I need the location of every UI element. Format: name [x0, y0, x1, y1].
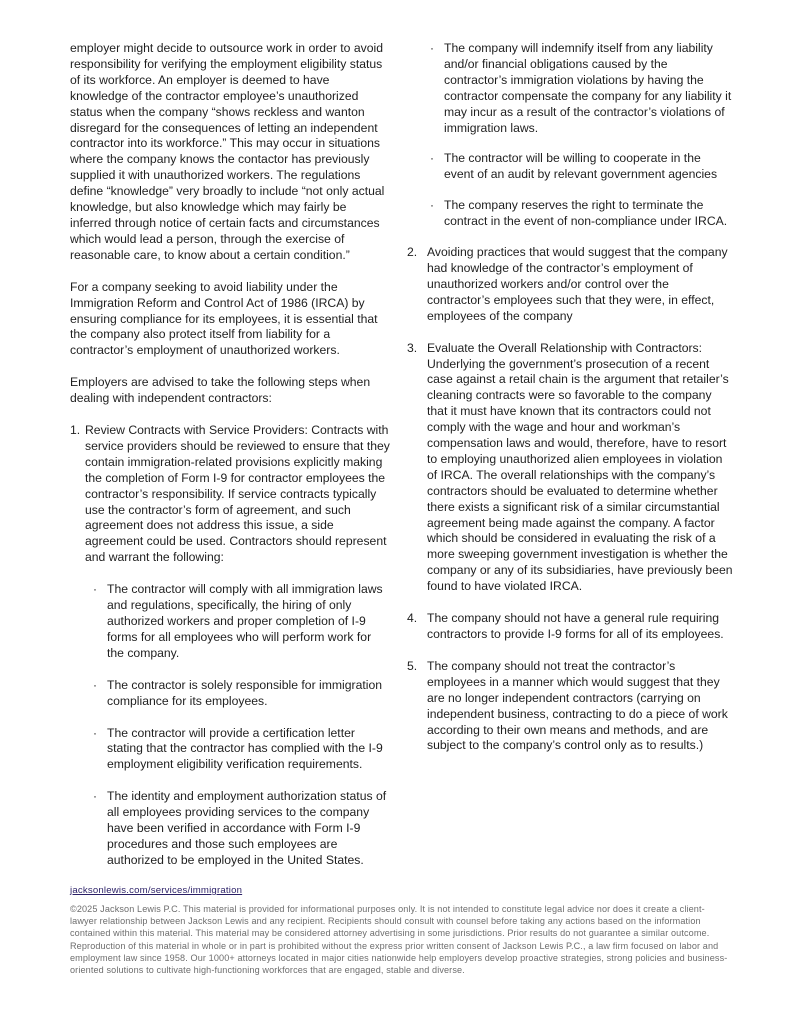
- bullet-text: The contractor will provide a certification letter stating that the contractor has complied with the I-9 employment eligibility verification requirements.: [107, 725, 383, 772]
- bullet-item: [93, 789, 390, 869]
- bullet-icon: ·: [430, 151, 434, 166]
- step-number: 2.: [407, 245, 418, 260]
- services-link[interactable]: jacksonlewis.com/services/immigration: [70, 885, 243, 896]
- intro-paragraph: employer might decide to outsource work in order to avoid responsibility for verifying the employment eligibility status of its workforce. An employer is deemed to have knowledge of the contractor employee’s unauthorized status when the company “shows reckless and wanton disregard for the consequences of letting an independent contractor into its workforce.” This may occur in situations where the company knows the contactor has previously supplied it with unauthorized workers. The regulations define “knowledge” very broadly to include “not only actual knowledge, but also knowledge which may fairly be inferred through notice of certain facts and circumstances which would lead a person, through the exercise of reasonable care, to know about a certain condition.”: [70, 41, 385, 262]
- warranty-bullet-list: [85, 582, 390, 869]
- bullet-item: [430, 198, 733, 230]
- bullet-text: The identity and employment authorization status of all employees providing services to the company have been verified in accordance with Form I-9 procedures and those such employees are authorized to be employed in the United States.: [107, 789, 387, 867]
- bullet-item: [93, 725, 390, 774]
- step-text: Evaluate the Overall Relationship with Contractors: Underlying the government’s prosecution of a recent case against a retail chain is the argument that retailer’s cleaning contracts were so favorable to the company that it must have known that its contractors could not comply with the wage and hour and workman’s compensation laws and would, therefore, have to resort to employing unauthorized alien employees in violation of IRCA. The overall relationships with the company’s contractors should be evaluated to determine whether there exists a significant risk of a similar circumstantial agreement being made against the company. A factor which should be considered in evaluating the risk of a more sweeping government investigation is whether the company or any of its subsidiaries, have previously been found to have violated IRCA.: [427, 340, 733, 594]
- bullet-text: The contractor is solely responsible for immigration compliance for its employees.: [107, 677, 383, 708]
- left-column: [70, 41, 390, 885]
- step-number: 1.: [70, 423, 81, 438]
- bullet-item: [430, 151, 733, 183]
- bullet-icon: ·: [430, 198, 434, 213]
- bullet-text: The company will indemnify itself from any liability and/or financial obligations caused by the contractor’s immigration violations by having the contractor compensate the company for any liability it may incur as a result of the contractor’s violations of immigration laws.: [444, 41, 732, 135]
- step-number: 3.: [407, 340, 418, 355]
- step-item: [407, 611, 733, 643]
- step-number: 5.: [407, 658, 418, 673]
- bullet-icon: ·: [430, 41, 434, 55]
- step-text: Review Contracts with Service Providers: Contracts with service providers should be reviewed to ensure that they contain immigration-related provisions explicitly making the completion of Form I-9 for contractor employees the contractor’s responsibility. If service contracts typically use the contractor’s form of agreement, and such agreement does not address this issue, a side agreement could be used. Contractors should represent and warrant the following:: [85, 423, 390, 565]
- bullet-icon: ·: [93, 677, 97, 692]
- bullet-icon: ·: [93, 725, 97, 740]
- irca-paragraph: For a company seeking to avoid liability under the Immigration Reform and Control Act of 1986 (IRCA) by ensuring compliance for its employees, it is essential that the company also protect itself from liability for a contractor’s employment of unauthorized workers.: [70, 279, 378, 358]
- step-text: The company should not treat the contractor’s employees in a manner which would suggest that they are no longer independent contractors (carrying on independent business, contracting to do a piece of work according to their own means and methods, and are subject to the company’s control only as to results.): [427, 658, 728, 753]
- bullet-text: The company reserves the right to terminate the contract in the event of non-compliance under IRCA.: [444, 198, 728, 229]
- bullet-text: The contractor will be willing to cooperate in the event of an audit by relevant government agencies: [444, 151, 718, 182]
- right-column: [407, 41, 733, 770]
- warranty-bullet-list-continued: [407, 41, 733, 230]
- bullet-item: [430, 41, 733, 136]
- bullet-icon: ·: [93, 582, 97, 597]
- bullet-text: The contractor will comply with all immigration laws and regulations, specifically, the hiring of only authorized workers and proper completion of I-9 forms for all employees who will perform work for the company.: [107, 582, 383, 660]
- steps-list-continued: [407, 245, 733, 754]
- bullet-item: [93, 677, 390, 710]
- step-number: 4.: [407, 611, 418, 626]
- step-text: Avoiding practices that would suggest that the company had knowledge of the contractor’s employment of unauthorized workers and/or control over the contractor’s employees such that they were, in effect, employees of the company: [427, 245, 728, 323]
- steps-intro-paragraph: Employers are advised to take the following steps when dealing with independent contractors:: [70, 375, 371, 406]
- step-item: [407, 659, 733, 754]
- step-text: The company should not have a general rule requiring contractors to provide I-9 forms for all of its employees.: [427, 611, 724, 641]
- bullet-item: [93, 582, 390, 662]
- footer-disclaimer: ©2025 Jackson Lewis P.C. This material is provided for informational purposes only. It is not intended to constitute legal advice nor does it create a client-lawyer relationship between Jackson Lewis and any recipient. Recipients should consult with counsel before taking any actions based on the information contained within this material. This material may be considered attorney advertising in some jurisdictions. Prior results do not guarantee a similar outcome. Reproduction of this material in whole or in part is prohibited without the express prior written consent of Jackson Lewis P.C., a law firm focused on labor and employment law since 1958. Our 1000+ attorneys located in major cities nationwide help employers develop proactive strategies, strong policies and business-oriented solutions to cultivate high-functioning workforces that are engaged, stable and diverse.: [70, 904, 728, 976]
- step-item: [407, 245, 733, 325]
- bullet-icon: ·: [93, 789, 97, 804]
- step-item: [407, 341, 733, 596]
- page-footer: [70, 880, 730, 976]
- step-item: [70, 423, 390, 869]
- steps-list: [70, 423, 390, 869]
